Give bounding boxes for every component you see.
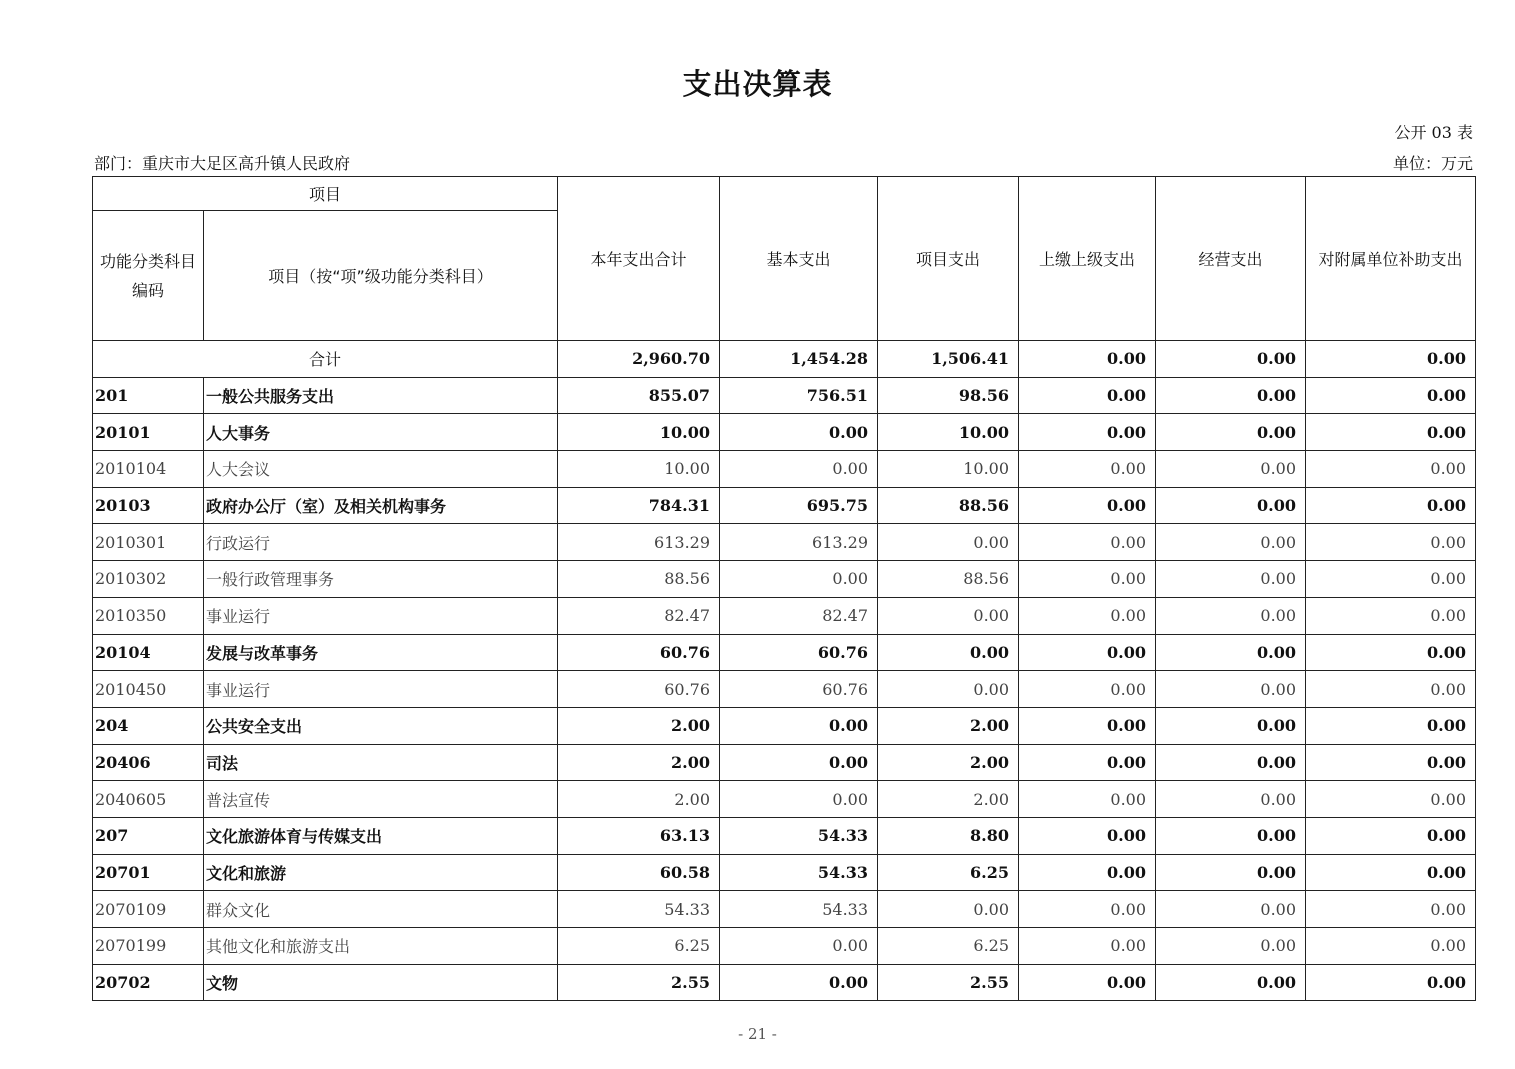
value-cell: 0.00	[878, 597, 1019, 634]
table-row	[93, 854, 1476, 891]
name-cell: 行政运行	[204, 524, 558, 561]
value-cell: 0.00	[720, 744, 878, 781]
header-operating: 经营支出	[1156, 177, 1306, 341]
value-cell: 60.76	[720, 634, 878, 671]
value-cell: 0.00	[1306, 414, 1476, 451]
value-cell: 6.25	[878, 854, 1019, 891]
code-cell: 20702	[93, 964, 204, 1001]
value-cell: 88.56	[558, 561, 720, 598]
value-cell: 60.76	[558, 671, 720, 708]
table-row	[93, 634, 1476, 671]
value-cell: 0.00	[1156, 634, 1306, 671]
value-cell: 0.00	[1019, 781, 1156, 818]
table-row	[93, 414, 1476, 451]
value-cell: 0.00	[720, 928, 878, 965]
value-cell: 0.00	[1019, 451, 1156, 488]
name-cell: 司法	[204, 744, 558, 781]
value-cell: 2.00	[878, 744, 1019, 781]
total-cell: 2,960.70	[558, 341, 720, 378]
total-row	[93, 341, 1476, 378]
table-row	[93, 928, 1476, 965]
value-cell: 0.00	[720, 781, 878, 818]
total-cell: 0.00	[1019, 341, 1156, 378]
name-cell: 人大会议	[204, 451, 558, 488]
value-cell: 855.07	[558, 377, 720, 414]
value-cell: 613.29	[720, 524, 878, 561]
table-row	[93, 707, 1476, 744]
value-cell: 0.00	[1019, 854, 1156, 891]
header-name: 项目（按“项”级功能分类科目）	[204, 211, 558, 341]
table-row	[93, 891, 1476, 928]
value-cell: 54.33	[720, 817, 878, 854]
total-label: 合计	[93, 341, 558, 378]
header-basic: 基本支出	[720, 177, 878, 341]
value-cell: 0.00	[720, 561, 878, 598]
value-cell: 0.00	[1019, 634, 1156, 671]
header-project: 项目支出	[878, 177, 1019, 341]
value-cell: 10.00	[558, 414, 720, 451]
table-row	[93, 964, 1476, 1001]
value-cell: 88.56	[878, 487, 1019, 524]
value-cell: 0.00	[1019, 744, 1156, 781]
value-cell: 0.00	[1156, 744, 1306, 781]
value-cell: 0.00	[1156, 377, 1306, 414]
value-cell: 0.00	[1306, 524, 1476, 561]
name-cell: 一般行政管理事务	[204, 561, 558, 598]
value-cell: 0.00	[1019, 707, 1156, 744]
value-cell: 0.00	[1156, 524, 1306, 561]
table-row	[93, 781, 1476, 818]
value-cell: 0.00	[1306, 817, 1476, 854]
code-cell: 20406	[93, 744, 204, 781]
code-cell: 20101	[93, 414, 204, 451]
value-cell: 82.47	[720, 597, 878, 634]
code-cell: 2010301	[93, 524, 204, 561]
value-cell: 0.00	[1306, 781, 1476, 818]
value-cell: 0.00	[1019, 561, 1156, 598]
code-cell: 2010302	[93, 561, 204, 598]
value-cell: 0.00	[720, 414, 878, 451]
header-item-group: 项目	[93, 177, 558, 211]
value-cell: 10.00	[558, 451, 720, 488]
value-cell: 60.76	[720, 671, 878, 708]
name-cell: 政府办公厅（室）及相关机构事务	[204, 487, 558, 524]
table-row	[93, 487, 1476, 524]
value-cell: 2.00	[558, 744, 720, 781]
value-cell: 54.33	[558, 891, 720, 928]
value-cell: 60.76	[558, 634, 720, 671]
value-cell: 6.25	[878, 928, 1019, 965]
name-cell: 公共安全支出	[204, 707, 558, 744]
value-cell: 8.80	[878, 817, 1019, 854]
form-number: 公开 03 表	[1394, 123, 1473, 142]
value-cell: 0.00	[1019, 671, 1156, 708]
header-total: 本年支出合计	[558, 177, 720, 341]
value-cell: 0.00	[878, 671, 1019, 708]
code-cell: 20104	[93, 634, 204, 671]
value-cell: 2.00	[558, 707, 720, 744]
code-cell: 207	[93, 817, 204, 854]
value-cell: 0.00	[1306, 854, 1476, 891]
value-cell: 0.00	[1306, 597, 1476, 634]
value-cell: 0.00	[1019, 524, 1156, 561]
value-cell: 0.00	[1019, 597, 1156, 634]
page-number: - 21 -	[738, 1025, 777, 1043]
table-row	[93, 671, 1476, 708]
value-cell: 0.00	[878, 634, 1019, 671]
value-cell: 2.55	[558, 964, 720, 1001]
value-cell: 2.00	[878, 781, 1019, 818]
code-cell: 2070199	[93, 928, 204, 965]
value-cell: 2.55	[878, 964, 1019, 1001]
value-cell: 0.00	[1019, 414, 1156, 451]
total-cell: 0.00	[1306, 341, 1476, 378]
header-subsidy: 对附属单位补助支出	[1306, 177, 1476, 341]
department-label: 部门：重庆市大足区高升镇人民政府	[94, 154, 351, 173]
value-cell: 613.29	[558, 524, 720, 561]
name-cell: 文化旅游体育与传媒支出	[204, 817, 558, 854]
code-cell: 2070109	[93, 891, 204, 928]
value-cell: 0.00	[1306, 487, 1476, 524]
value-cell: 2.00	[878, 707, 1019, 744]
value-cell: 0.00	[1306, 634, 1476, 671]
value-cell: 98.56	[878, 377, 1019, 414]
total-cell: 1,454.28	[720, 341, 878, 378]
value-cell: 0.00	[1306, 377, 1476, 414]
table-row	[93, 817, 1476, 854]
value-cell: 0.00	[1156, 451, 1306, 488]
table-row	[93, 561, 1476, 598]
value-cell: 0.00	[1156, 414, 1306, 451]
value-cell: 0.00	[1156, 891, 1306, 928]
value-cell: 0.00	[1306, 928, 1476, 965]
name-cell: 发展与改革事务	[204, 634, 558, 671]
value-cell: 0.00	[1019, 817, 1156, 854]
code-cell: 201	[93, 377, 204, 414]
table-row	[93, 597, 1476, 634]
value-cell: 6.25	[558, 928, 720, 965]
value-cell: 0.00	[1306, 891, 1476, 928]
unit-label: 单位：万元	[1392, 154, 1473, 173]
name-cell: 其他文化和旅游支出	[204, 928, 558, 965]
value-cell: 10.00	[878, 451, 1019, 488]
name-cell: 事业运行	[204, 671, 558, 708]
value-cell: 54.33	[720, 854, 878, 891]
name-cell: 文化和旅游	[204, 854, 558, 891]
code-cell: 2010450	[93, 671, 204, 708]
value-cell: 82.47	[558, 597, 720, 634]
value-cell: 756.51	[720, 377, 878, 414]
value-cell: 0.00	[1019, 964, 1156, 1001]
value-cell: 88.56	[878, 561, 1019, 598]
value-cell: 10.00	[878, 414, 1019, 451]
value-cell: 0.00	[720, 964, 878, 1001]
value-cell: 63.13	[558, 817, 720, 854]
page-title: 支出决算表	[682, 67, 833, 101]
value-cell: 0.00	[1306, 744, 1476, 781]
table-row	[93, 744, 1476, 781]
value-cell: 0.00	[1156, 597, 1306, 634]
value-cell: 0.00	[1019, 928, 1156, 965]
header-superior: 上缴上级支出	[1019, 177, 1156, 341]
value-cell: 0.00	[1019, 377, 1156, 414]
total-cell: 0.00	[1156, 341, 1306, 378]
table-row	[93, 524, 1476, 561]
value-cell: 0.00	[878, 891, 1019, 928]
code-cell: 2040605	[93, 781, 204, 818]
value-cell: 0.00	[1156, 781, 1306, 818]
value-cell: 0.00	[1306, 964, 1476, 1001]
name-cell: 普法宣传	[204, 781, 558, 818]
total-cell: 1,506.41	[878, 341, 1019, 378]
value-cell: 0.00	[1306, 451, 1476, 488]
value-cell: 0.00	[1019, 487, 1156, 524]
code-cell: 2010350	[93, 597, 204, 634]
value-cell: 0.00	[1156, 671, 1306, 708]
value-cell: 60.58	[558, 854, 720, 891]
value-cell: 0.00	[1306, 671, 1476, 708]
code-cell: 20103	[93, 487, 204, 524]
name-cell: 文物	[204, 964, 558, 1001]
code-cell: 2010104	[93, 451, 204, 488]
name-cell: 群众文化	[204, 891, 558, 928]
code-cell: 204	[93, 707, 204, 744]
value-cell: 54.33	[720, 891, 878, 928]
table-row	[93, 451, 1476, 488]
value-cell: 0.00	[1156, 817, 1306, 854]
code-cell: 20701	[93, 854, 204, 891]
value-cell: 0.00	[1156, 561, 1306, 598]
header-code: 功能分类科目编码	[93, 211, 204, 341]
value-cell: 0.00	[1156, 928, 1306, 965]
value-cell: 0.00	[1306, 707, 1476, 744]
expenditure-table	[92, 176, 1476, 1001]
value-cell: 784.31	[558, 487, 720, 524]
name-cell: 事业运行	[204, 597, 558, 634]
value-cell: 0.00	[1019, 891, 1156, 928]
name-cell: 一般公共服务支出	[204, 377, 558, 414]
value-cell: 0.00	[1156, 964, 1306, 1001]
value-cell: 0.00	[878, 524, 1019, 561]
name-cell: 人大事务	[204, 414, 558, 451]
value-cell: 0.00	[1156, 487, 1306, 524]
value-cell: 0.00	[720, 451, 878, 488]
value-cell: 0.00	[1306, 561, 1476, 598]
value-cell: 0.00	[1156, 854, 1306, 891]
value-cell: 0.00	[720, 707, 878, 744]
value-cell: 0.00	[1156, 707, 1306, 744]
value-cell: 695.75	[720, 487, 878, 524]
value-cell: 2.00	[558, 781, 720, 818]
table-row	[93, 377, 1476, 414]
